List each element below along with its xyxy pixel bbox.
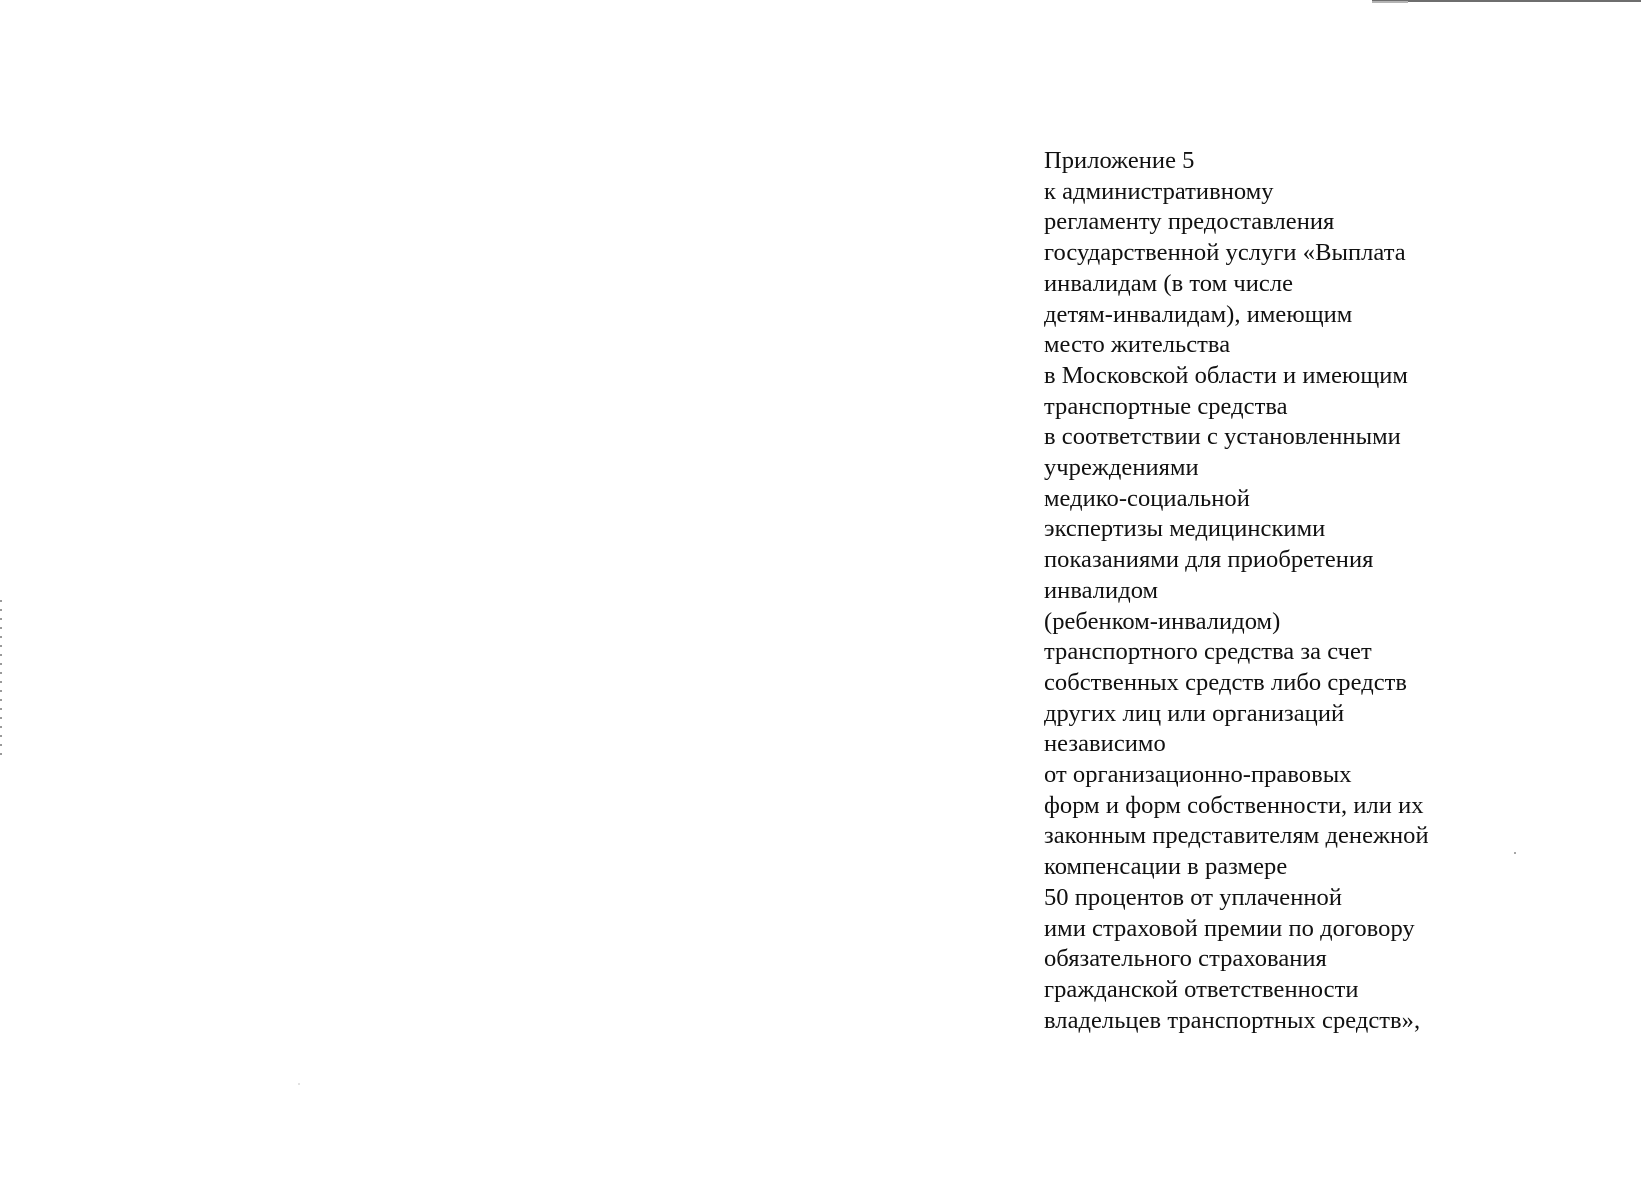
appendix-line: гражданской ответственности xyxy=(1044,975,1359,1003)
appendix-line: компенсации в размере xyxy=(1044,853,1288,881)
appendix-line: 50 процентов от уплаченной xyxy=(1044,883,1342,911)
appendix-line: место жительства xyxy=(1044,331,1231,359)
appendix-line: детям-инвалидам), имеющим xyxy=(1044,300,1353,328)
appendix-line: от организационно-правовых xyxy=(1044,761,1352,789)
appendix-line: инвалидом xyxy=(1044,576,1159,604)
appendix-line: собственных средств либо средств xyxy=(1044,668,1408,696)
scan-artifact-left-edge xyxy=(0,600,2,760)
appendix-line: регламенту предоставления xyxy=(1044,208,1335,236)
appendix-line: обязательного страхования xyxy=(1044,945,1327,973)
appendix-line: владельцев транспортных средств», xyxy=(1044,1006,1421,1034)
appendix-line: форм и форм собственности, или их xyxy=(1044,791,1424,819)
appendix-line: других лиц или организаций xyxy=(1044,699,1345,727)
scan-speck xyxy=(1514,852,1516,854)
appendix-line: экспертизы медицинскими xyxy=(1044,515,1326,543)
appendix-heading-block xyxy=(1044,146,1514,1036)
appendix-line: учреждениями xyxy=(1044,454,1199,482)
appendix-line: транспортного средства за счет xyxy=(1044,638,1372,666)
scan-speck xyxy=(298,1083,300,1085)
appendix-line: в Московской области и имеющим xyxy=(1044,361,1408,389)
appendix-line: (ребенком-инвалидом) xyxy=(1044,607,1281,635)
appendix-line: Приложение 5 xyxy=(1044,147,1195,174)
appendix-line: государственной услуги «Выплата xyxy=(1044,239,1406,267)
appendix-line: инвалидам (в том числе xyxy=(1044,269,1294,297)
appendix-line: в соответствии с установленными xyxy=(1044,423,1401,451)
appendix-line: медико-социальной xyxy=(1044,484,1250,512)
appendix-line: независимо xyxy=(1044,730,1166,758)
appendix-line: показаниями для приобретения xyxy=(1044,546,1374,574)
scan-artifact-top-line-faint xyxy=(1372,1,1408,3)
scan-artifact-top-line xyxy=(1372,0,1641,2)
appendix-line: ими страховой премии по договору xyxy=(1044,914,1415,942)
appendix-line: транспортные средства xyxy=(1044,392,1288,420)
appendix-line: законным представителям денежной xyxy=(1044,822,1429,850)
appendix-line: к административному xyxy=(1044,177,1274,205)
